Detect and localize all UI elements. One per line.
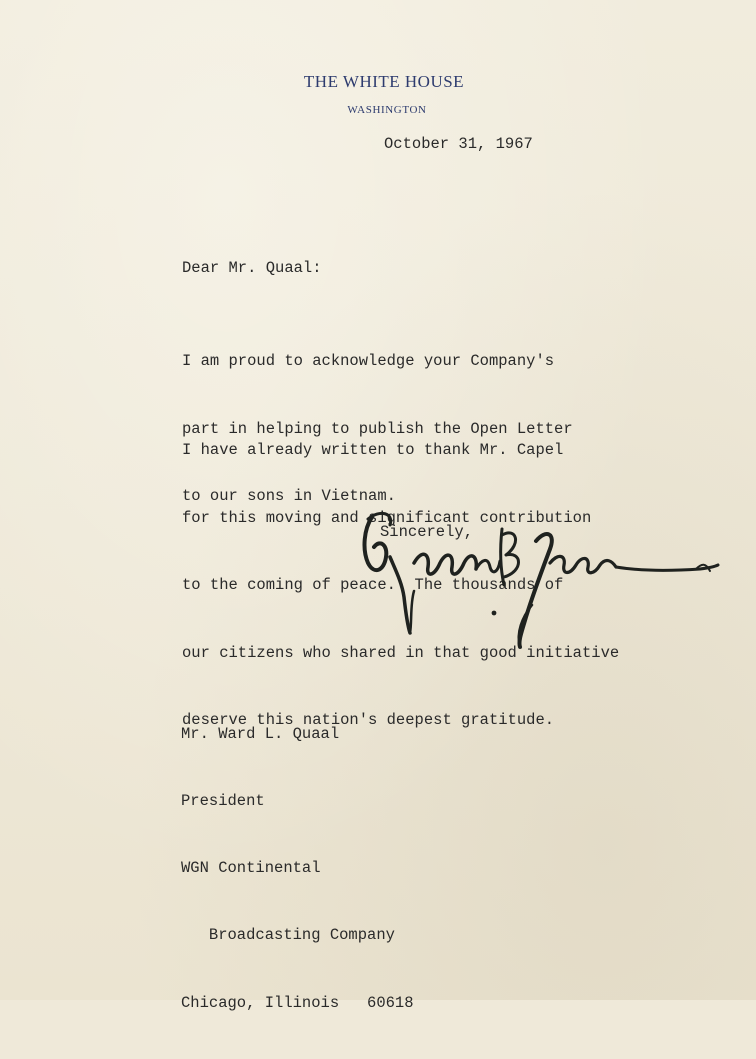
letterhead-title: THE WHITE HOUSE: [303, 72, 465, 91]
recipient-city: Chicago, Illinois 60618: [181, 993, 414, 1012]
salutation: Dear Mr. Quaal:: [182, 259, 322, 277]
paragraph-2-line: to the coming of peace. The thousands of: [182, 576, 564, 594]
paragraph-2-line: deserve this nation's deepest gratitude.: [182, 711, 555, 729]
closing: Sincerely,: [380, 523, 474, 541]
paragraph-1-line: I am proud to acknowledge your Company's: [182, 352, 555, 370]
paragraph-2-line: I have already written to thank Mr. Capel: [182, 441, 564, 459]
recipient-name: Mr. Ward L. Quaal: [181, 724, 340, 743]
paragraph-2-line: our citizens who shared in that good initiative: [182, 643, 620, 662]
recipient-title: President: [181, 792, 265, 811]
signature-image: [350, 505, 730, 655]
letter-date: October 31, 1967: [384, 135, 533, 153]
paragraph-1-line: to our sons in Vietnam.: [182, 487, 396, 505]
recipient-company-cont: Broadcasting Company: [181, 926, 395, 945]
paragraph-1-line: part in helping to publish the Open Letter: [182, 419, 573, 438]
paragraph-2-line: for this moving and significant contribution: [182, 508, 592, 527]
recipient-address: [181, 678, 414, 1059]
recipient-company: WGN Continental: [181, 859, 321, 878]
letterhead-city: WASHINGTON: [347, 104, 427, 116]
